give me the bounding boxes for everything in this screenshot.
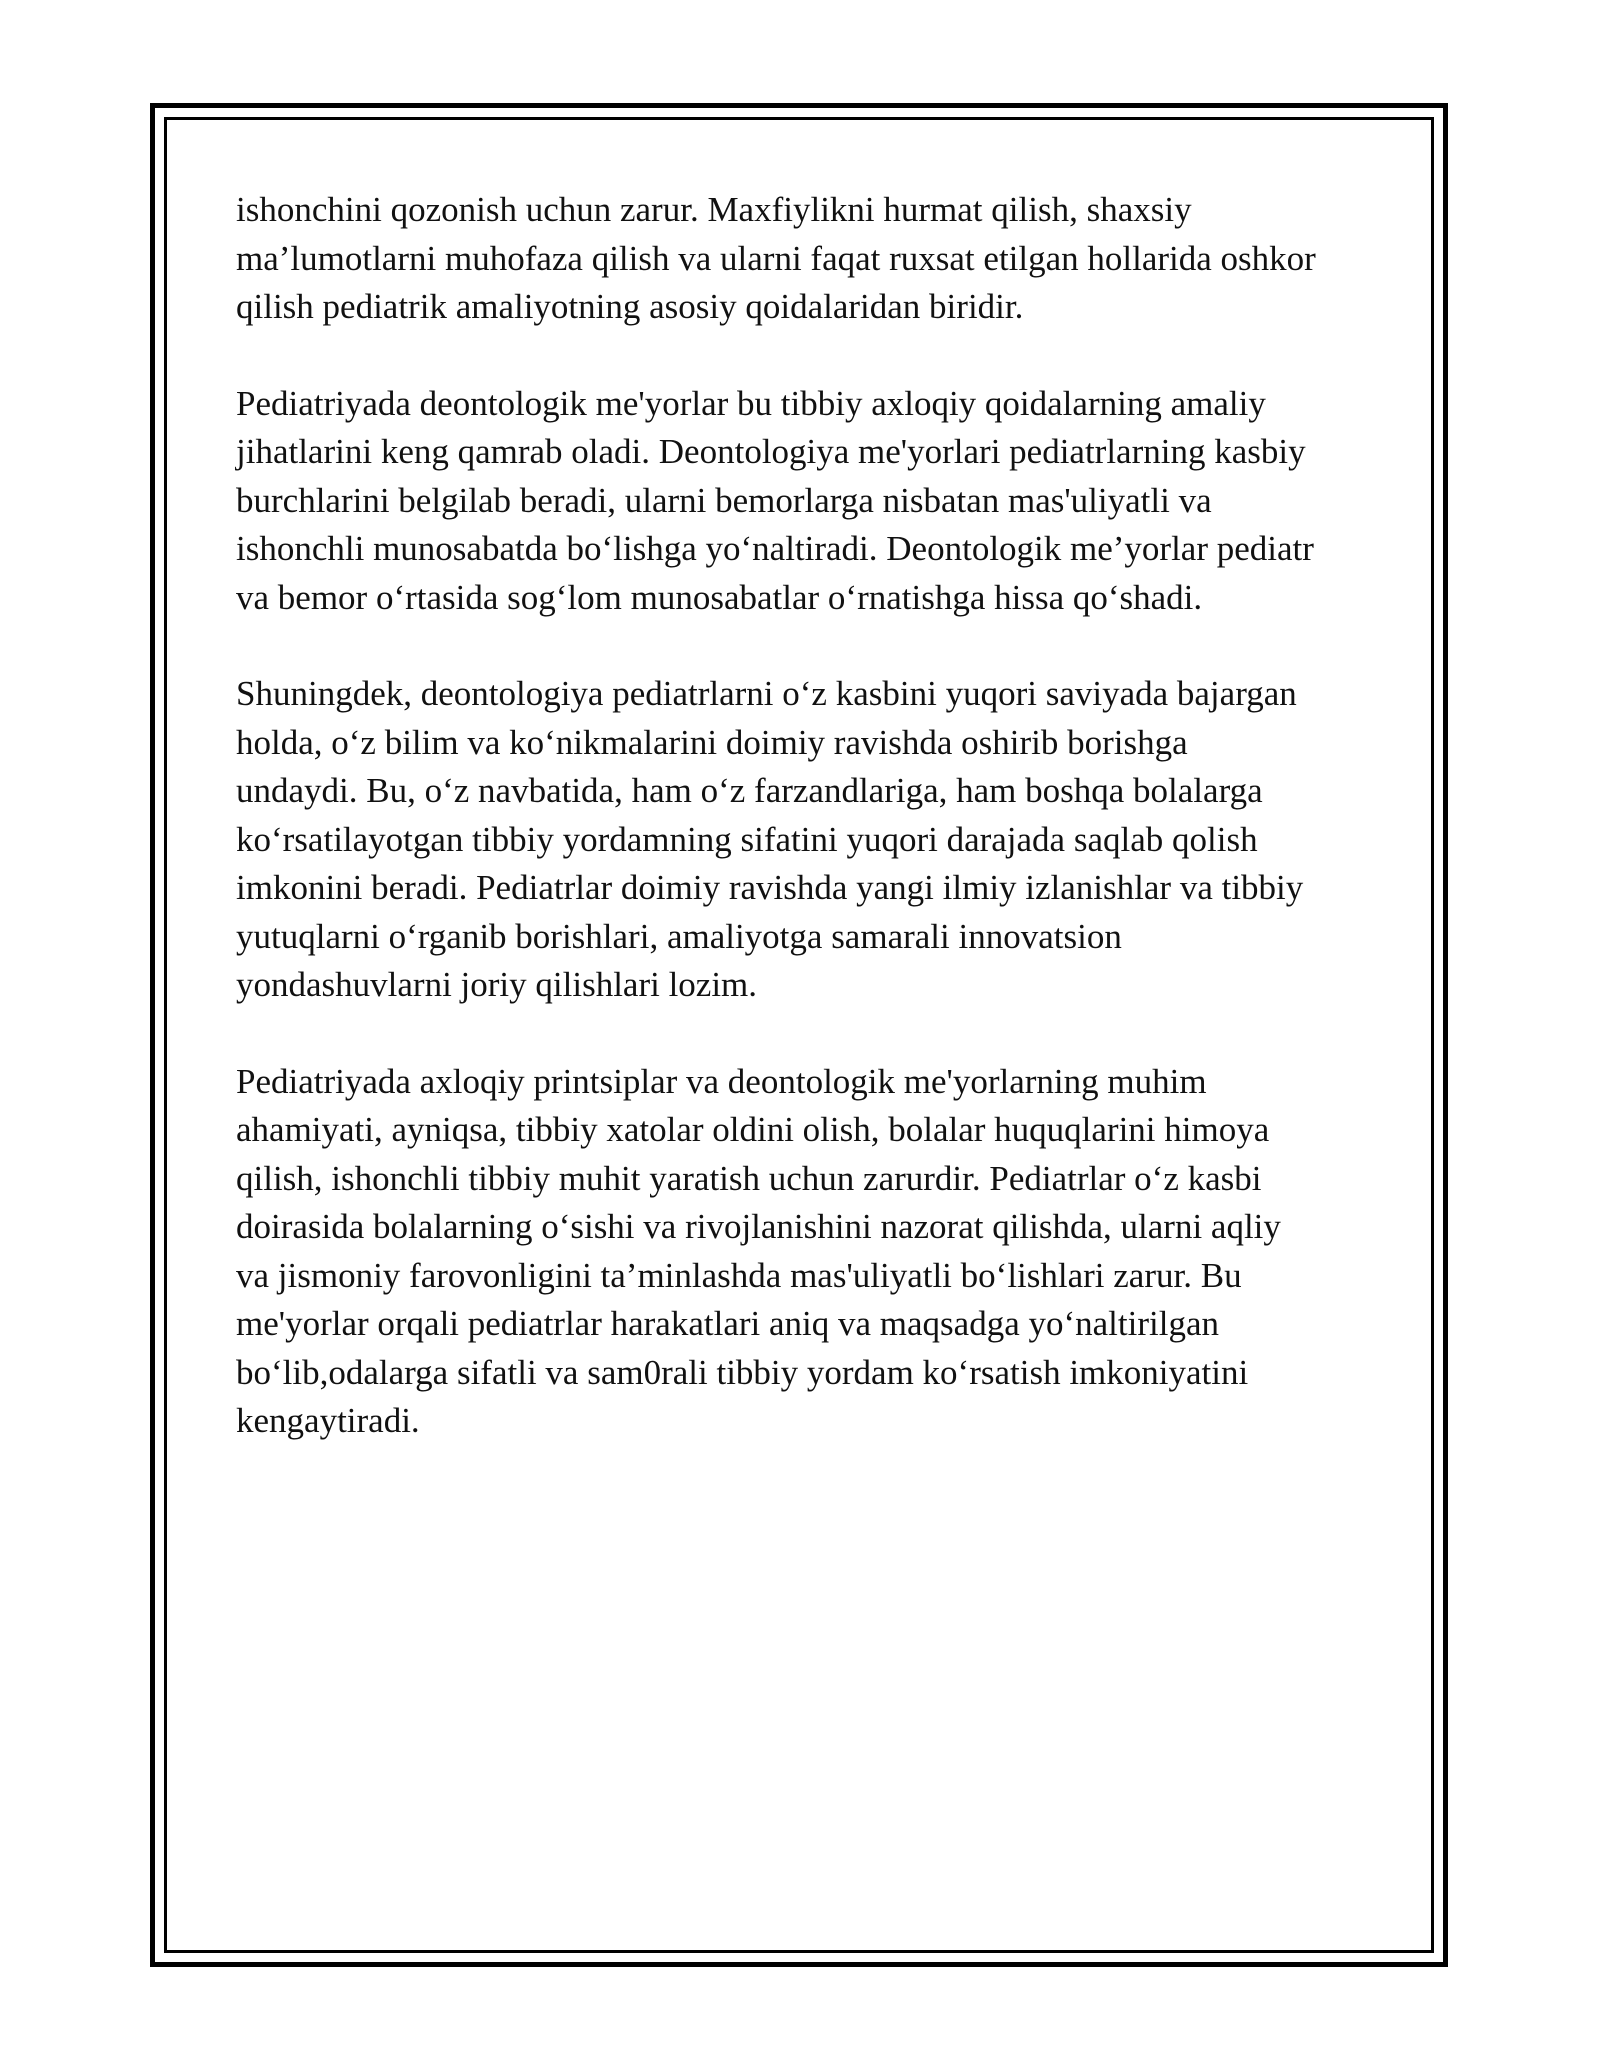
text-line: ko‘rsatilayotgan tibbiy yordamning sifatini yuqori darajada saqlab qolish (236, 819, 1258, 859)
text-line: Pediatriyada deontologik me'yorlar bu tibbiy axloqiy qoidalarning amaliy (236, 383, 1266, 423)
text-line: qilish pediatrik amaliyotning asosiy qoidalaridan biridir. (236, 287, 1024, 326)
text-line: imkonini beradi. Pediatrlar doimiy ravishda yangi ilmiy izlanishlar va tibbiy (236, 868, 1304, 907)
text-line: jihatlarini keng qamrab oladi. Deontologiya me'yorlari pediatrlarning kasbiy (236, 432, 1306, 471)
text-line: kengaytiradi. (236, 1401, 420, 1440)
document-body (236, 186, 1376, 1494)
text-line: qilish, ishonchli tibbiy muhit yaratish uchun zarurdir. Pediatrlar o‘z kasbi (236, 1158, 1262, 1198)
text-line: Shuningdek, deontologiya pediatrlarni o‘z kasbini yuqori saviyada bajargan (236, 674, 1297, 713)
text-line: ahamiyati, ayniqsa, tibbiy xatolar oldini olish, bolalar huquqlarini himoya (236, 1110, 1270, 1149)
text-line: yondashuvlarni joriy qilishlari lozim. (236, 965, 758, 1004)
paragraph-4 (236, 1058, 1376, 1446)
text-line: ishonchini qozonish uchun zarur. Maxfiylikni hurmat qilish, shaxsiy (236, 190, 1192, 229)
paragraph-3 (236, 670, 1376, 1010)
paragraph-1 (236, 186, 1376, 332)
text-line: burchlarini belgilab beradi, ularni bemorlarga nisbatan mas'uliyatli va (236, 480, 1212, 520)
text-line: undaydi. Bu, o‘z navbatida, ham o‘z farzandlariga, ham boshqa bolalarga (236, 771, 1263, 810)
text-line: me'yorlar orqali pediatrlar harakatlari aniq va maqsadga yo‘naltirilgan (236, 1304, 1219, 1343)
text-line: bo‘lib,odalarga sifatli va sam0rali tibbiy yordam ko‘rsatish imkoniyatini (236, 1352, 1249, 1392)
text-line: Pediatriyada axloqiy printsiplar va deontologik me'yorlarning muhim (236, 1061, 1207, 1101)
text-line: ma’lumotlarni muhofaza qilish va ularni faqat ruxsat etilgan hollarida oshkor (236, 238, 1316, 278)
text-line: doirasida bolalarning o‘sishi va rivojlanishini nazorat qilishda, ularni aqliy (236, 1207, 1281, 1246)
text-line: ishonchli munosabatda bo‘lishga yo‘naltiradi. Deontologik me’yorlar pediatr (236, 529, 1314, 568)
text-line: va bemor o‘rtasida sog‘lom munosabatlar o‘rnatishga hissa qo‘shadi. (236, 577, 1203, 617)
text-line: va jismoniy farovonligini ta’minlashda mas'uliyatli bo‘lishlari zarur. Bu (236, 1255, 1242, 1295)
text-line: yutuqlarni o‘rganib borishlari, amaliyotga samarali innovatsion (236, 916, 1122, 956)
text-line: holda, o‘z bilim va ko‘nikmalarini doimiy ravishda oshirib borishga (236, 722, 1188, 762)
paragraph-2 (236, 380, 1376, 623)
